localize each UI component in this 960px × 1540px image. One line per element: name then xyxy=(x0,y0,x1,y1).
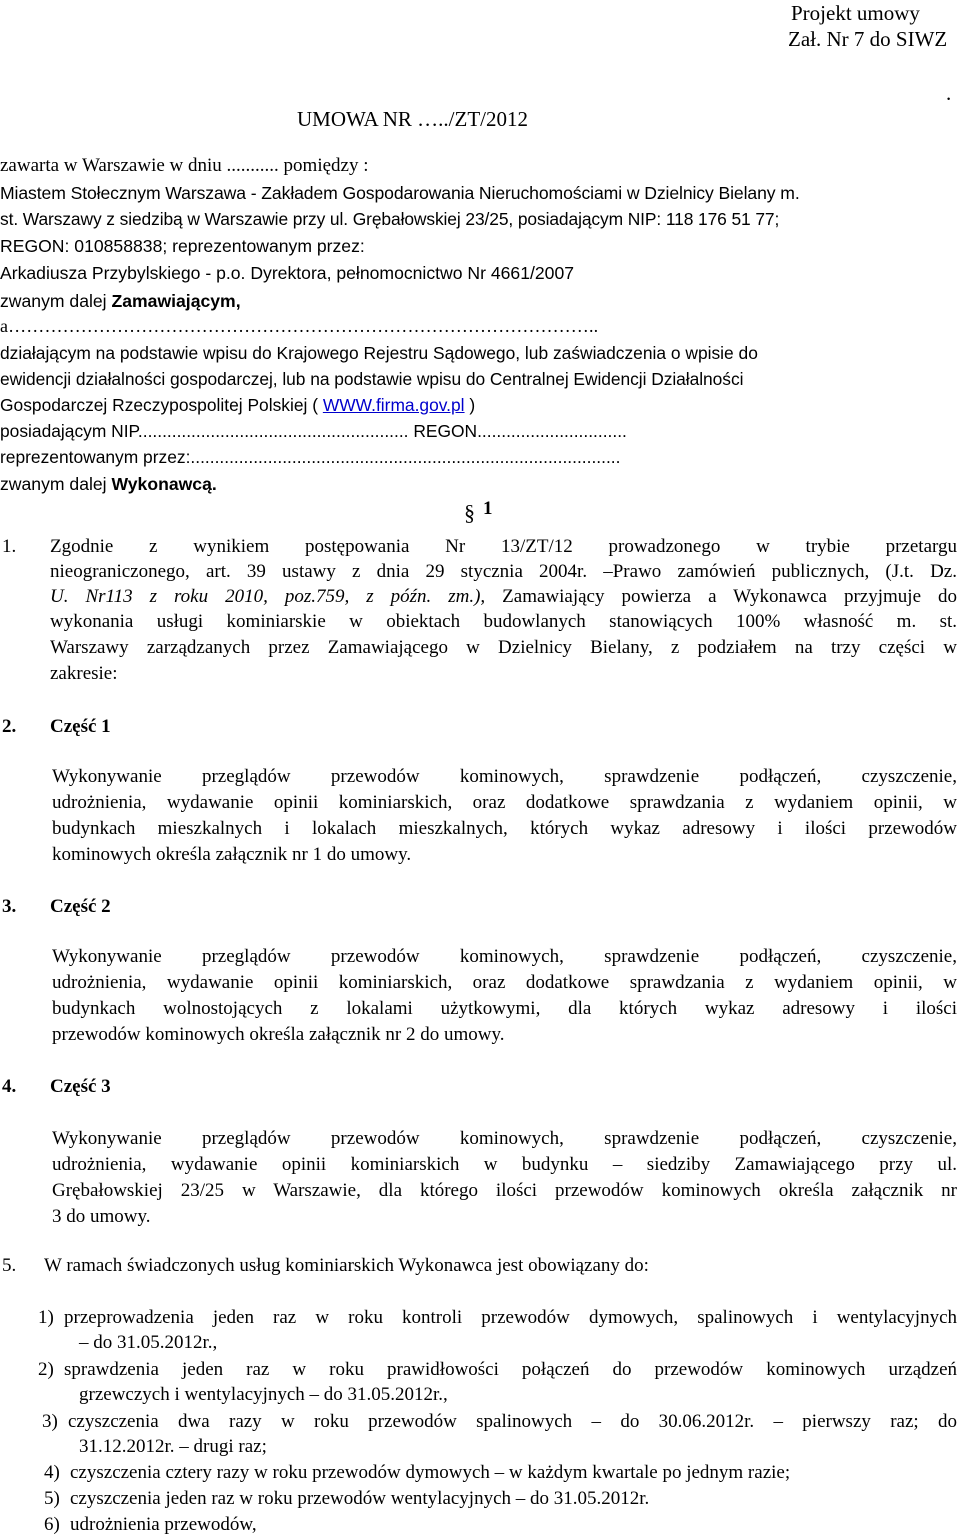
part-text-line: przewodów kominowych określa załącznik nr 2 do umowy. xyxy=(52,1024,505,1045)
list-item-text: czyszczenia cztery razy w roku przewodów dymowych – w każdym kwartale po jednym razie; xyxy=(70,1462,791,1483)
part-text-line: Wykonywanie przeglądów przewodów kominowych, sprawdzenie podłączeń, czyszczenie, xyxy=(52,766,957,787)
list-item-text: czyszczenia dwa razy w roku przewodów spalinowych – do 30.06.2012r. – pierwszy raz; do xyxy=(68,1411,957,1432)
party-line: Arkadiusza Przybylskiego - p.o. Dyrektora, pełnomocnictwo Nr 4661/2007 xyxy=(0,263,575,283)
item-text-line: zakresie: xyxy=(50,663,118,684)
party-line: ewidencji działalności gospodarczej, lub na podstawie wpisu do Centralnej Ewidencji Działalności xyxy=(0,369,744,389)
law-reference: U. Nr113 z roku 2010, poz.759, z późn. zm.), xyxy=(50,586,486,607)
list-item-text: sprawdzenia jeden raz w roku prawidłowości połączeń do przewodów kominowych urządzeń xyxy=(64,1359,957,1380)
party-line: st. Warszawy z siedzibą w Warszawie przy ul. Grębałowskiej 23/25, posiadającym NIP: 118 176 51 77; xyxy=(0,209,780,229)
party-line: działającym na podstawie wpisu do Krajowego Rejestru Sądowego, lub zaświadczenia o wpisie do xyxy=(0,343,758,363)
contract-date-line: zawarta w Warszawie w dniu ........... pomiędzy : xyxy=(0,155,369,176)
item-text-line: Zgodnie z wynikiem postępowania Nr 13/ZT/12 prowadzonego w trybie przetargu xyxy=(50,536,957,557)
part-title: Część 1 xyxy=(50,716,111,737)
zamawiajacy-label: Zamawiającym, xyxy=(111,291,241,311)
part-text-line: udrożnienia, wydawanie opinii kominiarskich w budynku – siedziby Zamawiającego przy ul. xyxy=(52,1154,957,1175)
part-number: 4. xyxy=(2,1076,17,1097)
part-text-line: Wykonywanie przeglądów przewodów kominowych, sprawdzenie podłączeń, czyszczenie, xyxy=(52,946,957,967)
representative-line[interactable]: reprezentowanym przez:......................................................................................... xyxy=(0,447,621,467)
part-text-line: Wykonywanie przeglądów przewodów kominowych, sprawdzenie podłączeń, czyszczenie, xyxy=(52,1128,957,1149)
item-text-line xyxy=(50,559,957,585)
party-line-prefix: zwanym dalej xyxy=(0,291,112,311)
section-number: 1 xyxy=(483,498,493,519)
item-text-line: Warszawy zarządzanych przez Zamawiającego w Dzielnicy Bielany, z podziałem na trzy części w xyxy=(50,637,957,658)
project-label: Projekt umowy xyxy=(791,1,920,25)
item-text-line xyxy=(50,584,957,610)
list-item-text: – do 31.05.2012r., xyxy=(79,1332,218,1353)
part-title: Część 2 xyxy=(50,896,111,917)
part-title: Część 3 xyxy=(50,1076,111,1097)
list-item-text: czyszczenia jeden raz w roku przewodów wentylacyjnych – do 31.05.2012r. xyxy=(70,1488,650,1509)
item-text-line: W ramach świadczonych usług kominiarskich Wykonawca jest obowiązany do: xyxy=(44,1255,649,1276)
list-item-text: grzewczych i wentylacyjnych – do 31.05.2012r., xyxy=(79,1384,448,1405)
register-link[interactable]: WWW.firma.gov.pl xyxy=(322,395,465,415)
section-symbol: § xyxy=(464,500,475,525)
wykonawca-label: Wykonawcą. xyxy=(111,474,217,494)
list-item-text: udrożnienia przewodów, xyxy=(70,1514,257,1535)
list-item-number: 5) xyxy=(44,1488,60,1509)
list-item-text: 31.12.2012r. – drugi raz; xyxy=(79,1436,267,1457)
contractor-name-blank[interactable]: a…………………………………………………………………………………….. xyxy=(0,316,599,336)
item-number: 1. xyxy=(2,536,17,557)
list-item-text: przeprowadzenia jeden raz w roku kontroli przewodów dymowych, spalinowych i wentylacyjnych xyxy=(64,1307,957,1328)
item-text-span: Zamawiający powierza a Wykonawca przyjmuje do xyxy=(485,586,957,607)
party-line: REGON: 010858838; reprezentowanym przez: xyxy=(0,236,365,256)
party-line xyxy=(0,392,475,418)
part-text-line: udrożnienia, wydawanie opinii kominiarskich, oraz dodatkowe sprawdzania z wydaniem opinii, w xyxy=(52,792,957,813)
part-number: 3. xyxy=(2,896,17,917)
contract-title: UMOWA NR …../ZT/2012 xyxy=(297,107,528,131)
part-text-line: udrożnienia, wydawanie opinii kominiarskich, oraz dodatkowe sprawdzania z wydaniem opinii, w xyxy=(52,972,957,993)
list-item-number: 3) xyxy=(42,1411,58,1432)
item-text-span: nieograniczonego, art. 39 ustawy z dnia 29 stycznia 2004r. –Prawo zamówień publicznych, (J.t. Dz. xyxy=(50,561,957,582)
attachment-label: Zał. Nr 7 do SIWZ xyxy=(788,27,948,51)
list-item-number: 6) xyxy=(44,1514,60,1535)
header-dot: . xyxy=(946,81,952,105)
part-text-line: Grębałowskiej 23/25 w Warszawie, dla którego ilości przewodów kominowych określa załącznik nr xyxy=(52,1180,957,1201)
part-text-line: kominowych określa załącznik nr 1 do umowy. xyxy=(52,844,412,865)
part-text-line: budynkach wolnostojących z lokalami użytkowymi, dla których wykaz adresowy i ilości xyxy=(52,998,957,1019)
party-line xyxy=(0,471,217,497)
part-text-line: 3 do umowy. xyxy=(52,1206,151,1227)
party-line: Miastem Stołecznym Warszawa - Zakładem Gospodarowania Nieruchomościami w Dzielnicy Bielany m. xyxy=(0,183,800,203)
party-line-suffix: ) xyxy=(464,395,476,415)
nip-regon-line[interactable]: posiadającym NIP........................................................ REGON............................... xyxy=(0,421,627,441)
part-text-line: budynkach mieszkalnych i lokalach mieszkalnych, których wykaz adresowy i ilości przewodów xyxy=(52,818,957,839)
item-number: 5. xyxy=(2,1255,17,1276)
part-number: 2. xyxy=(2,716,17,737)
list-item-number: 4) xyxy=(44,1462,60,1483)
party-line-prefix: Gospodarczej Rzeczypospolitej Polskiej ( xyxy=(0,395,323,415)
item-text-line: wykonania usługi kominiarskie w obiektach budowlanych stanowiących 100% własność m. st. xyxy=(50,611,957,632)
list-item-number: 2) xyxy=(38,1359,54,1380)
party-line-prefix: zwanym dalej xyxy=(0,474,112,494)
party-line xyxy=(0,288,241,314)
list-item-number: 1) xyxy=(38,1307,54,1328)
